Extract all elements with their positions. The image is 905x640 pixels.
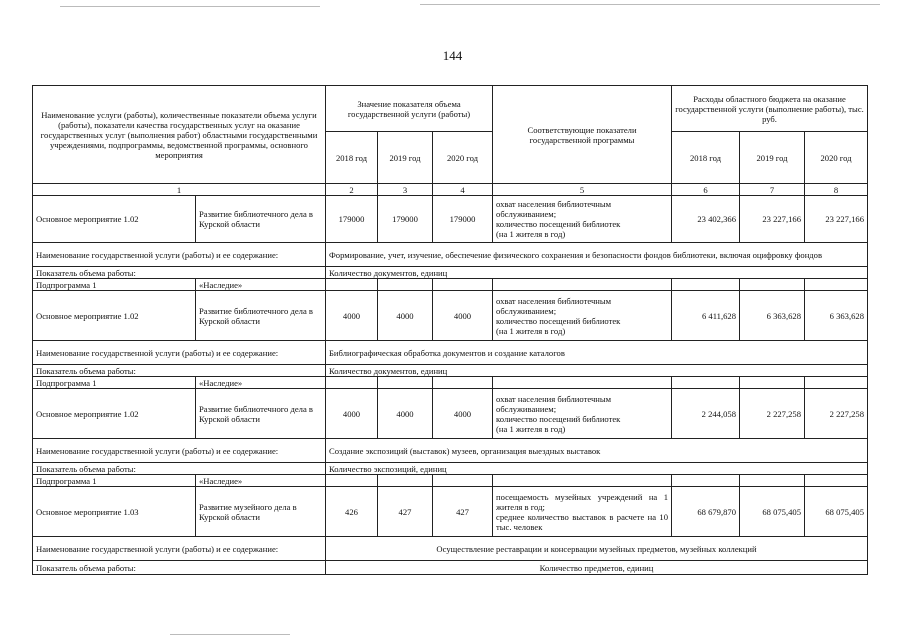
expense-2020: 6 363,628 (805, 291, 868, 341)
volume-2019: 4000 (378, 389, 433, 439)
service-name-value: Формирование, учет, изучение, обеспечение физического сохранения и безопасности фондов библиотеки, включая оцифровку фондов (326, 243, 868, 267)
volume-2020: 427 (433, 487, 493, 537)
service-name-row (33, 537, 868, 561)
subprogram-label: Подпрограмма 1 (33, 279, 196, 291)
service-name-label: Наименование государственной услуги (работы) и ее содержание: (33, 341, 326, 365)
header-program-indicators: Соответствующие показатели государственной программы (493, 86, 672, 184)
volume-2020: 4000 (433, 291, 493, 341)
volume-indicator-label: Показатель объема работы: (33, 463, 326, 475)
expense-2018: 68 679,870 (672, 487, 740, 537)
volume-2018: 179000 (326, 196, 378, 243)
table-row (33, 291, 868, 341)
subprogram-name: «Наследие» (196, 475, 326, 487)
header-service-desc: Наименование услуги (работы), количественные показатели объема услуги (работы), показатели качества государственных услуг на оказание государственных услуг (выполнения работ) областными государственными учреждениями, подпрограммы, ведомственной программы, основного мероприятия (33, 86, 326, 184)
event-cell: Основное мероприятие 1.02 (33, 389, 196, 439)
volume-indicator-row (33, 267, 868, 279)
volume-indicator-label: Показатель объема работы: (33, 561, 326, 575)
indicators-cell (493, 389, 672, 439)
expense-2019: 2 227,258 (740, 389, 805, 439)
col-number-2: 2 (326, 184, 378, 196)
service-name-value: Создание экспозиций (выставок) музеев, организация выездных выставок (326, 439, 868, 463)
volume-indicator-row (33, 463, 868, 475)
table-row (33, 196, 868, 243)
subprogram-row (33, 475, 868, 487)
header-row-1 (33, 86, 868, 132)
header-year-expense-2020: 2020 год (805, 132, 868, 184)
volume-indicator-row (33, 365, 868, 377)
event-name-cell: Развитие библиотечного дела в Курской области (196, 389, 326, 439)
subprogram-label: Подпрограмма 1 (33, 475, 196, 487)
event-name-cell: Развитие библиотечного дела в Курской области (196, 291, 326, 341)
header-year-expense-2018: 2018 год (672, 132, 740, 184)
service-name-row (33, 439, 868, 463)
col-number-5: 5 (493, 184, 672, 196)
indicator-line: (на 1 жителя в год) (496, 325, 566, 336)
event-cell: Основное мероприятие 1.02 (33, 196, 196, 243)
volume-2019: 179000 (378, 196, 433, 243)
col-number-3: 3 (378, 184, 433, 196)
volume-2018: 4000 (326, 389, 378, 439)
expense-2018: 6 411,628 (672, 291, 740, 341)
page-number: 144 (442, 48, 463, 63)
service-name-label: Наименование государственной услуги (работы) и ее содержание: (33, 439, 326, 463)
event-cell: Основное мероприятие 1.02 (33, 291, 196, 341)
header-expenses: Расходы областного бюджета на оказание государственной услуги (выполнение работы), тыс. руб. (672, 86, 868, 132)
volume-2018: 4000 (326, 291, 378, 341)
expense-2018: 2 244,058 (672, 389, 740, 439)
table-row (33, 487, 868, 537)
volume-indicator-row (33, 561, 868, 575)
service-name-value: Осуществление реставрации и консервации музейных предметов, музейных коллекций (326, 537, 868, 561)
subprogram-name: «Наследие» (196, 279, 326, 291)
volume-2018: 426 (326, 487, 378, 537)
volume-indicator-value: Количество экспозиций, единиц (326, 463, 868, 475)
volume-indicator-value: Количество документов, единиц (326, 267, 868, 279)
volume-indicator-label: Показатель объема работы: (33, 365, 326, 377)
indicator-line: охват населения библиотечным обслуживанием; (496, 295, 612, 316)
services-table (32, 85, 868, 575)
volume-2020: 179000 (433, 196, 493, 243)
header-year-expense-2019: 2019 год (740, 132, 805, 184)
scan-edge-top-right (420, 4, 880, 5)
indicator-line: количество посещений библиотек (496, 413, 621, 424)
indicator-line: (на 1 жителя в год) (496, 229, 566, 239)
service-name-row (33, 341, 868, 365)
service-name-label: Наименование государственной услуги (работы) и ее содержание: (33, 243, 326, 267)
header-year-volume-2019: 2019 год (378, 132, 433, 184)
expense-2020: 68 075,405 (805, 487, 868, 537)
indicator-line: посещаемость музейных учреждений на 1 жителя в год; (496, 491, 669, 512)
col-number-6: 6 (672, 184, 740, 196)
indicators-cell (493, 196, 672, 243)
subprogram-label: Подпрограмма 1 (33, 377, 196, 389)
col-number-7: 7 (740, 184, 805, 196)
volume-2019: 427 (378, 487, 433, 537)
expense-2018: 23 402,366 (672, 196, 740, 243)
volume-indicator-value: Количество документов, единиц (326, 365, 868, 377)
header-volume-value: Значение показателя объема государственной услуги (работы) (326, 86, 493, 132)
indicator-line: (на 1 жителя в год) (496, 423, 566, 434)
expense-2020: 2 227,258 (805, 389, 868, 439)
indicator-line: среднее количество выставок в расчете на 10 тыс. человек (496, 511, 669, 532)
scan-edge-top (60, 6, 320, 7)
col-number-4: 4 (433, 184, 493, 196)
indicator-line: количество посещений библиотек (496, 315, 621, 326)
volume-2020: 4000 (433, 389, 493, 439)
header-year-volume-2018: 2018 год (326, 132, 378, 184)
service-name-value: Библиографическая обработка документов и создание каталогов (326, 341, 868, 365)
volume-indicator-value: Количество предметов, единиц (326, 561, 868, 575)
service-name-row (33, 243, 868, 267)
table-row (33, 389, 868, 439)
indicator-line: охват населения библиотечным обслуживанием; (496, 393, 612, 414)
volume-indicator-label: Показатель объема работы: (33, 267, 326, 279)
col-number-1: 1 (33, 184, 326, 196)
subprogram-name: «Наследие» (196, 377, 326, 389)
indicator-line: охват населения библиотечным обслуживанием; (496, 199, 612, 219)
expense-2019: 23 227,166 (740, 196, 805, 243)
indicator-line: количество посещений библиотек (496, 219, 621, 229)
scan-edge-bottom (170, 634, 290, 635)
expense-2019: 68 075,405 (740, 487, 805, 537)
indicators-cell (493, 487, 672, 537)
expense-2019: 6 363,628 (740, 291, 805, 341)
event-name-cell: Развитие библиотечного дела в Курской области (196, 196, 326, 243)
column-numbers-row (33, 184, 868, 196)
expense-2020: 23 227,166 (805, 196, 868, 243)
subprogram-row (33, 377, 868, 389)
event-name-cell: Развитие музейного дела в Курской области (196, 487, 326, 537)
header-year-volume-2020: 2020 год (433, 132, 493, 184)
subprogram-row (33, 279, 868, 291)
volume-2019: 4000 (378, 291, 433, 341)
col-number-8: 8 (805, 184, 868, 196)
indicators-cell (493, 291, 672, 341)
event-cell: Основное мероприятие 1.03 (33, 487, 196, 537)
service-name-label: Наименование государственной услуги (работы) и ее содержание: (33, 537, 326, 561)
